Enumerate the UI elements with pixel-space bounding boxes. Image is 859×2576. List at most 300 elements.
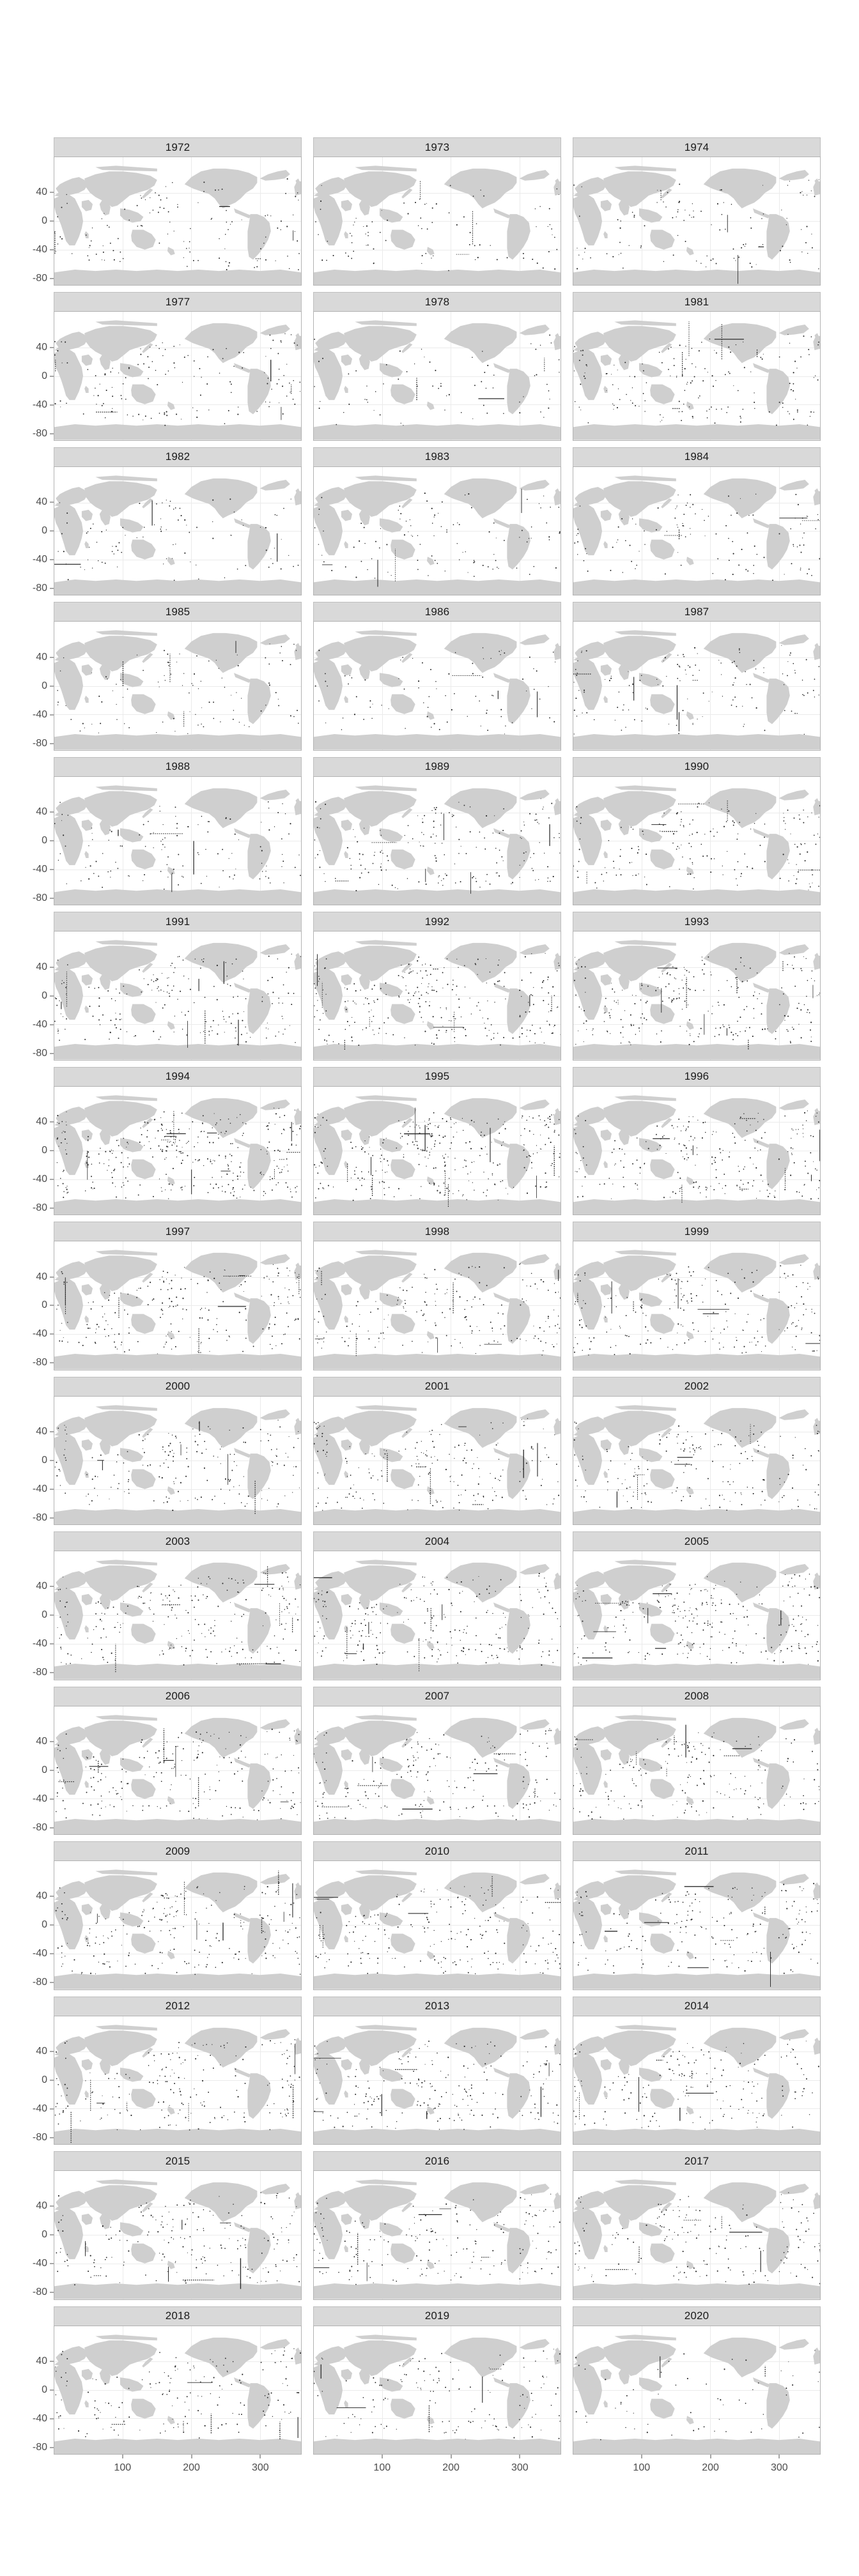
y-tick-label: 40 — [36, 1735, 47, 1747]
facet-panel — [313, 1531, 561, 1680]
facet-strip-label: 1984 — [573, 447, 821, 466]
y-tick-label: -40 — [32, 1948, 47, 1959]
y-tick-label: -80 — [32, 1667, 47, 1678]
panel-wrap — [54, 1551, 302, 1680]
facet-strip-label: 1985 — [54, 602, 302, 621]
facet-strip-label: 1998 — [313, 1222, 561, 1241]
x-tick-label: 100 — [633, 2462, 651, 2473]
panel-inner — [54, 777, 301, 905]
x-tick-label: 200 — [442, 2462, 460, 2473]
y-tick-label: 40 — [36, 187, 47, 198]
sample-track-points — [314, 777, 561, 905]
map-panel — [313, 776, 561, 905]
panel-wrap — [573, 466, 821, 595]
facet-strip-label: 1974 — [573, 137, 821, 157]
y-tick-label: 0 — [42, 370, 47, 381]
facet-panel — [313, 1377, 561, 1525]
facet-panel — [313, 912, 561, 1060]
facet-strip-label: 1977 — [54, 292, 302, 311]
facet-panel — [54, 1687, 302, 1835]
y-tick-label: -40 — [32, 2412, 47, 2424]
panel-wrap — [573, 1241, 821, 1370]
facet-panel — [573, 757, 821, 905]
y-tick-label: -40 — [32, 864, 47, 875]
y-tick-label: 40 — [36, 961, 47, 972]
panel-inner — [314, 1397, 561, 1524]
map-panel — [54, 1551, 302, 1680]
map-panel — [54, 1241, 302, 1370]
map-panel — [573, 1551, 821, 1680]
y-tick-label: 40 — [36, 806, 47, 818]
facet-panel — [54, 2151, 302, 2299]
facet-strip-label: 2015 — [54, 2151, 302, 2170]
facet-panel — [313, 1067, 561, 1215]
panel-wrap — [54, 1086, 302, 1215]
facet-strip-label: 2018 — [54, 2306, 302, 2326]
sample-track-points — [54, 467, 301, 595]
map-panel — [54, 621, 302, 750]
panel-wrap — [54, 621, 302, 750]
facet-strip-label: 1990 — [573, 757, 821, 776]
y-tick-label: -80 — [32, 427, 47, 439]
facet-panel — [54, 447, 302, 595]
panel-wrap — [313, 1241, 561, 1370]
panel-inner — [573, 622, 820, 749]
facet-panel — [573, 447, 821, 595]
y-tick-label: 0 — [42, 525, 47, 537]
facet-panel — [54, 1531, 302, 1680]
facet-strip-label: 2020 — [573, 2306, 821, 2326]
map-panel — [573, 621, 821, 750]
y-tick-label: -40 — [32, 1174, 47, 1185]
panel-wrap — [313, 2170, 561, 2299]
panel-inner — [314, 1087, 561, 1215]
facet-panel — [573, 1531, 821, 1680]
panel-wrap — [313, 2016, 561, 2145]
panel-inner — [54, 157, 301, 285]
facet-strip-label: 2005 — [573, 1531, 821, 1551]
map-panel — [313, 2326, 561, 2455]
facet-strip-label: 1999 — [573, 1222, 821, 1241]
facet-strip-label: 2010 — [313, 1841, 561, 1860]
panel-inner — [573, 467, 820, 595]
map-panel — [54, 157, 302, 286]
panel-wrap — [54, 1396, 302, 1525]
facet-strip-label: 1981 — [573, 292, 821, 311]
y-tick-label: 0 — [42, 1145, 47, 1156]
facet-panel — [573, 2306, 821, 2455]
facet-panel — [313, 757, 561, 905]
facet-panel — [573, 2151, 821, 2299]
y-tick-label: 0 — [42, 215, 47, 227]
facet-strip-label: 1993 — [573, 912, 821, 931]
map-panel — [573, 2016, 821, 2145]
panel-wrap — [573, 1551, 821, 1680]
facet-strip-label: 1989 — [313, 757, 561, 776]
facet-strip-label: 1992 — [313, 912, 561, 931]
facet-strip-label: 2004 — [313, 1531, 561, 1551]
facet-panel — [573, 912, 821, 1060]
map-panel — [313, 157, 561, 286]
y-tick-label: 40 — [36, 1425, 47, 1437]
panel-wrap — [573, 931, 821, 1060]
panel-inner — [314, 2326, 561, 2454]
panel-inner — [54, 1861, 301, 1989]
panel-inner — [314, 1551, 561, 1679]
sample-track-points — [573, 777, 820, 905]
facet-panel — [54, 1377, 302, 1525]
map-panel — [54, 1086, 302, 1215]
y-tick-label: 0 — [42, 2074, 47, 2085]
map-panel — [313, 1860, 561, 1989]
facet-panel — [573, 602, 821, 750]
panel-inner — [573, 157, 820, 285]
facet-panel — [54, 292, 302, 440]
map-panel — [573, 1396, 821, 1525]
sample-track-points — [573, 1551, 820, 1679]
sample-track-points — [54, 1087, 301, 1215]
facet-strip-label: 2000 — [54, 1377, 302, 1396]
facet-panel — [54, 912, 302, 1060]
y-tick-label: -80 — [32, 893, 47, 904]
panel-inner — [573, 2016, 820, 2144]
facet-strip-label: 1995 — [313, 1067, 561, 1086]
map-panel — [54, 1706, 302, 1835]
y-tick-label: -80 — [32, 273, 47, 284]
y-tick-label: -80 — [32, 1047, 47, 1059]
sample-track-points — [54, 2016, 301, 2144]
sample-track-points — [573, 2326, 820, 2454]
map-panel — [313, 931, 561, 1060]
map-panel — [54, 2016, 302, 2145]
facet-strip-label: 2003 — [54, 1531, 302, 1551]
sample-track-points — [314, 312, 561, 440]
map-panel — [54, 311, 302, 440]
facet-strip-label: 1994 — [54, 1067, 302, 1086]
sample-track-points — [573, 1706, 820, 1834]
y-tick-label: -40 — [32, 1483, 47, 1494]
facet-panel — [313, 137, 561, 286]
facet-panel — [573, 137, 821, 286]
panel-inner — [54, 2326, 301, 2454]
panel-wrap — [573, 2326, 821, 2455]
map-panel — [313, 311, 561, 440]
panel-wrap — [573, 311, 821, 440]
sample-track-points — [573, 622, 820, 749]
panel-wrap — [54, 466, 302, 595]
panel-wrap — [54, 311, 302, 440]
panel-inner — [573, 1241, 820, 1369]
panel-inner — [573, 1087, 820, 1215]
sample-track-points — [573, 467, 820, 595]
x-tick-label: 100 — [114, 2462, 132, 2473]
panel-wrap — [313, 1086, 561, 1215]
y-tick-label: 0 — [42, 680, 47, 691]
panel-inner — [314, 1706, 561, 1834]
y-tick-label: 40 — [36, 651, 47, 663]
facet-strip-label: 2017 — [573, 2151, 821, 2170]
facet-strip-label: 2002 — [573, 1377, 821, 1396]
panel-inner — [314, 931, 561, 1059]
facet-panel — [573, 1222, 821, 1370]
facet-strip-label: 1982 — [54, 447, 302, 466]
map-panel — [54, 1396, 302, 1525]
map-panel — [313, 621, 561, 750]
y-tick-label: -80 — [32, 583, 47, 594]
map-panel — [54, 466, 302, 595]
panel-inner — [314, 157, 561, 285]
panel-inner — [573, 777, 820, 905]
facet-panel — [54, 137, 302, 286]
panel-inner — [54, 1087, 301, 1215]
facet-strip-label: 2014 — [573, 1997, 821, 2016]
facet-strip-label: 2011 — [573, 1841, 821, 1860]
panel-inner — [573, 931, 820, 1059]
sample-track-points — [573, 1241, 820, 1369]
sample-track-points — [573, 2171, 820, 2299]
facet-panel — [313, 1997, 561, 2145]
facet-strip-label: 2016 — [313, 2151, 561, 2170]
sample-track-points — [314, 1861, 561, 1989]
panel-wrap — [313, 1706, 561, 1835]
panel-wrap — [313, 157, 561, 286]
facet-strip-label: 1988 — [54, 757, 302, 776]
y-tick-label: -40 — [32, 554, 47, 565]
facet-strip-label: 2007 — [313, 1687, 561, 1706]
facet-strip-label: 2001 — [313, 1377, 561, 1396]
y-tick-label: -80 — [32, 737, 47, 749]
panel-inner — [314, 622, 561, 749]
y-tick-label: -40 — [32, 1328, 47, 1340]
facet-panel — [573, 1377, 821, 1525]
y-tick-label: -40 — [32, 1638, 47, 1650]
y-tick-label: 40 — [36, 2200, 47, 2212]
y-tick-label: 40 — [36, 1890, 47, 1902]
sample-track-points — [573, 1397, 820, 1524]
panel-wrap — [313, 1551, 561, 1680]
y-tick-label: 0 — [42, 2229, 47, 2241]
facet-panel — [54, 1222, 302, 1370]
panel-wrap — [54, 931, 302, 1060]
sample-track-points — [314, 467, 561, 595]
map-panel — [313, 1396, 561, 1525]
y-tick-label: -80 — [32, 1357, 47, 1368]
sample-track-points — [54, 931, 301, 1059]
y-tick-label: 0 — [42, 1919, 47, 1931]
panel-inner — [54, 312, 301, 440]
panel-wrap — [313, 311, 561, 440]
panel-wrap — [573, 1396, 821, 1525]
panel-wrap — [54, 2170, 302, 2299]
facet-strip-label: 2019 — [313, 2306, 561, 2326]
y-tick-label: -40 — [32, 399, 47, 410]
map-panel — [573, 2326, 821, 2455]
facet-strip-label: 1987 — [573, 602, 821, 621]
panel-wrap — [573, 621, 821, 750]
panel-inner — [54, 2016, 301, 2144]
panel-wrap — [54, 2016, 302, 2145]
map-panel — [573, 311, 821, 440]
sample-track-points — [314, 1397, 561, 1524]
map-panel — [573, 1860, 821, 1989]
y-tick-label: 40 — [36, 2355, 47, 2366]
facet-strip-label: 1983 — [313, 447, 561, 466]
panel-inner — [573, 2326, 820, 2454]
map-panel — [573, 157, 821, 286]
facet-strip-label: 2006 — [54, 1687, 302, 1706]
panel-wrap — [313, 466, 561, 595]
y-tick-label: -80 — [32, 1202, 47, 1214]
y-tick-label: -80 — [32, 1821, 47, 1833]
panel-wrap — [313, 1860, 561, 1989]
map-panel — [573, 776, 821, 905]
sample-track-points — [573, 931, 820, 1059]
panel-inner — [54, 1706, 301, 1834]
facet-strip-label: 2009 — [54, 1841, 302, 1860]
facet-panel — [573, 1997, 821, 2145]
sample-track-points — [314, 2016, 561, 2144]
map-panel — [573, 1241, 821, 1370]
y-tick-label: 0 — [42, 2384, 47, 2395]
y-tick-label: 40 — [36, 1271, 47, 1282]
y-tick-label: 0 — [42, 1609, 47, 1621]
facet-panel — [573, 1067, 821, 1215]
y-tick-label: 40 — [36, 341, 47, 353]
sample-track-points — [54, 312, 301, 440]
facet-strip-label: 1978 — [313, 292, 561, 311]
facet-panel — [54, 602, 302, 750]
y-tick-label: -40 — [32, 2103, 47, 2114]
sample-track-points — [314, 622, 561, 749]
sample-track-points — [314, 1241, 561, 1369]
sample-track-points — [54, 1706, 301, 1834]
map-panel — [54, 931, 302, 1060]
panel-wrap — [54, 2326, 302, 2455]
sample-track-points — [54, 1551, 301, 1679]
y-tick-label: 40 — [36, 1581, 47, 1592]
panel-wrap — [313, 931, 561, 1060]
panel-inner — [314, 467, 561, 595]
sample-track-points — [314, 1706, 561, 1834]
map-panel — [313, 1706, 561, 1835]
facet-panel — [54, 2306, 302, 2455]
panel-wrap — [54, 157, 302, 286]
y-tick-label: -80 — [32, 2287, 47, 2298]
panel-inner — [573, 1397, 820, 1524]
panel-inner — [573, 2171, 820, 2299]
sample-track-points — [54, 622, 301, 749]
facet-panel — [313, 602, 561, 750]
sample-track-points — [314, 2171, 561, 2299]
y-tick-label: -40 — [32, 244, 47, 256]
panel-wrap — [313, 2326, 561, 2455]
facet-strip-label: 1986 — [313, 602, 561, 621]
panel-inner — [54, 1241, 301, 1369]
panel-wrap — [313, 776, 561, 905]
facet-strip-label: 1991 — [54, 912, 302, 931]
y-tick-label: -40 — [32, 1793, 47, 1804]
panel-wrap — [573, 2170, 821, 2299]
panel-inner — [54, 467, 301, 595]
y-tick-label: -40 — [32, 709, 47, 720]
facet-panel — [313, 1841, 561, 1989]
map-panel — [573, 1086, 821, 1215]
facet-panel — [54, 1997, 302, 2145]
facet-panel — [313, 1687, 561, 1835]
facet-panel — [54, 1841, 302, 1989]
map-panel — [313, 1086, 561, 1215]
y-tick-label: 0 — [42, 990, 47, 1001]
facet-strip-label: 2008 — [573, 1687, 821, 1706]
sample-track-points — [314, 1551, 561, 1679]
panel-inner — [54, 1397, 301, 1524]
sample-track-points — [54, 1397, 301, 1524]
facet-panel — [313, 447, 561, 595]
y-tick-label: 40 — [36, 2045, 47, 2057]
y-tick-label: 0 — [42, 1300, 47, 1311]
y-tick-label: 40 — [36, 496, 47, 508]
facet-strip-label: 2013 — [313, 1997, 561, 2016]
panel-wrap — [54, 776, 302, 905]
sample-track-points — [573, 2016, 820, 2144]
panel-wrap — [313, 1396, 561, 1525]
y-tick-label: 40 — [36, 1116, 47, 1128]
x-tick-label: 300 — [251, 2462, 269, 2473]
sample-track-points — [314, 931, 561, 1059]
map-panel — [313, 1551, 561, 1680]
facet-panel — [573, 1841, 821, 1989]
panel-inner — [314, 777, 561, 905]
panel-wrap — [54, 1241, 302, 1370]
y-tick-label: -80 — [32, 1977, 47, 1988]
panel-wrap — [573, 1860, 821, 1989]
x-tick-label: 200 — [183, 2462, 200, 2473]
sample-track-points — [573, 1087, 820, 1215]
y-tick-label: -80 — [32, 2131, 47, 2143]
facet-panel — [573, 292, 821, 440]
facet-panel — [54, 757, 302, 905]
map-panel — [573, 1706, 821, 1835]
panel-inner — [54, 622, 301, 749]
sample-track-points — [54, 2326, 301, 2454]
panel-inner — [314, 1241, 561, 1369]
facet-panel — [313, 1222, 561, 1370]
map-panel — [54, 776, 302, 905]
y-tick-label: -80 — [32, 2441, 47, 2453]
x-tick-label: 300 — [511, 2462, 529, 2473]
sample-track-points — [314, 1087, 561, 1215]
facet-panel — [54, 1067, 302, 1215]
facet-panel — [313, 2306, 561, 2455]
map-panel — [54, 2326, 302, 2455]
panel-inner — [573, 1861, 820, 1989]
facet-strip-label: 1973 — [313, 137, 561, 157]
facet-panel — [313, 2151, 561, 2299]
panel-wrap — [573, 776, 821, 905]
x-tick-label: 300 — [770, 2462, 788, 2473]
panel-inner — [54, 931, 301, 1059]
facet-panel — [573, 1687, 821, 1835]
facet-strip-label: 1996 — [573, 1067, 821, 1086]
facet-strip-label: 1972 — [54, 137, 302, 157]
map-panel — [313, 466, 561, 595]
map-panel — [54, 2170, 302, 2299]
map-panel — [573, 466, 821, 595]
panel-inner — [54, 1551, 301, 1679]
sample-track-points — [314, 2326, 561, 2454]
facet-strip-label: 1997 — [54, 1222, 302, 1241]
panel-wrap — [573, 2016, 821, 2145]
